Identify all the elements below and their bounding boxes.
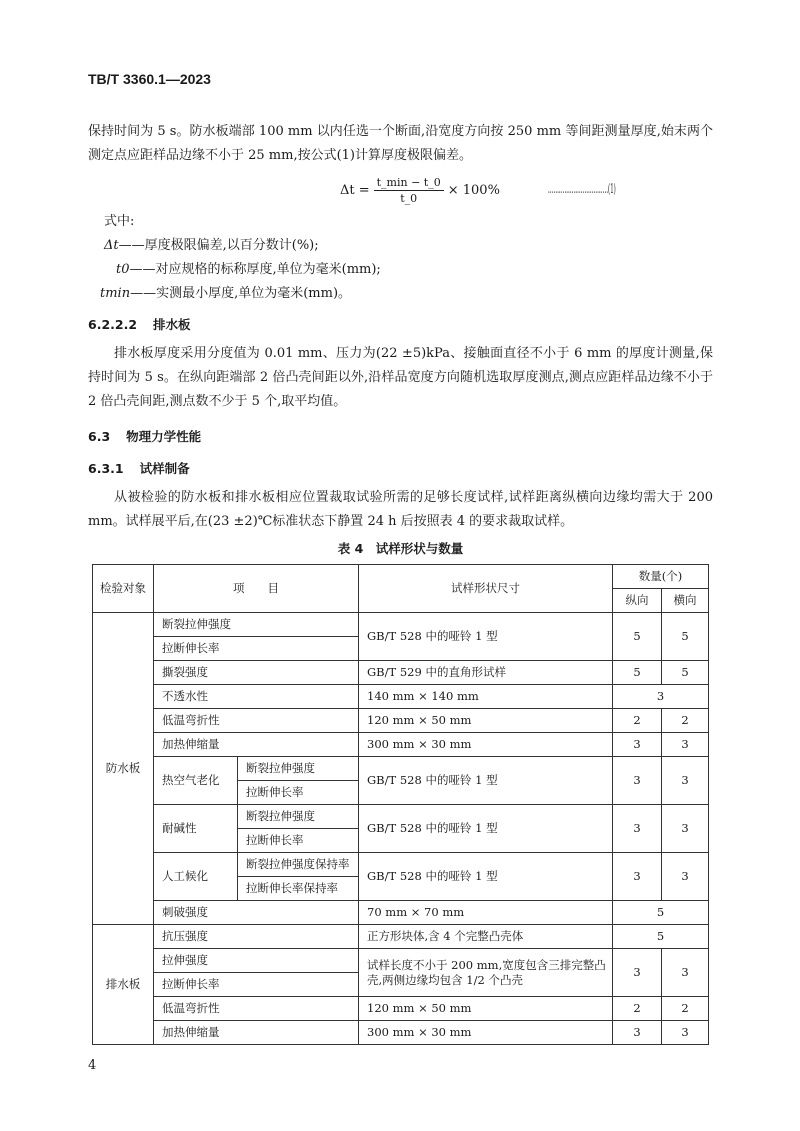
item-cell: 拉断伸长率 <box>238 781 359 805</box>
item-cell: 低温弯折性 <box>154 709 359 733</box>
qty-cell: 2 <box>662 709 709 733</box>
qty-cell: 2 <box>613 997 662 1021</box>
where-block <box>100 210 713 306</box>
table-caption: 表 4 试样形状与数量 <box>337 541 464 556</box>
header-trans: 横向 <box>662 589 709 613</box>
size-cell: 120 mm × 50 mm <box>359 997 613 1021</box>
size-cell: 300 mm × 30 mm <box>359 733 613 757</box>
qty-cell: 2 <box>613 709 662 733</box>
object-drainage: 排水板 <box>93 925 154 1045</box>
table-row <box>93 853 709 877</box>
where-item: tmin——实测最小厚度,单位为毫米(mm)。 <box>100 286 352 301</box>
qty-cell: 3 <box>662 853 709 901</box>
header-long: 纵向 <box>613 589 662 613</box>
size-cell: 300 mm × 30 mm <box>359 1021 613 1045</box>
table-row <box>93 685 709 709</box>
section-heading-6-3: 6.3 物理力学性能 <box>88 429 202 444</box>
where-label: 式中: <box>104 214 135 229</box>
qty-cell: 5 <box>613 661 662 685</box>
item-cell: 拉断伸长率保持率 <box>238 877 359 901</box>
item-cell: 拉断伸长率 <box>154 637 359 661</box>
qty-cell: 3 <box>662 757 709 805</box>
size-cell: GB/T 528 中的哑铃 1 型 <box>359 757 613 805</box>
qty-cell: 5 <box>613 925 709 949</box>
item-cell: 加热伸缩量 <box>154 1021 359 1045</box>
table-row <box>93 925 709 949</box>
item-cell: 拉断伸长率 <box>154 973 359 997</box>
item-cell: 断裂拉伸强度 <box>238 757 359 781</box>
size-cell: 120 mm × 50 mm <box>359 709 613 733</box>
table-row <box>93 661 709 685</box>
paragraph: 排水板厚度采用分度值为 0.01 mm、压力为(22 ±5)kPa、接触面直径不小于 6 mm 的厚度计测量,保持时间为 5 s。在纵向距端部 2 倍凸壳间距以外,沿样品宽度方向随机选取厚度测点,测点应距样品边缘不小于 2 倍凸壳间距,测点数不少于 5 个,取平均值。 <box>88 346 713 409</box>
qty-cell: 3 <box>662 733 709 757</box>
item-cell: 不透水性 <box>154 685 359 709</box>
header-size: 试样形状尺寸 <box>359 565 613 613</box>
header-item: 项 目 <box>154 565 359 613</box>
paragraph: 保持时间为 5 s。防水板端部 100 mm 以内任选一个断面,沿宽度方向按 250 mm 等间距测量厚度,始末两个测定点应距样品边缘不小于 25 mm,按公式(1)计算厚度极限偏差。 <box>88 124 713 163</box>
paragraph: 从被检验的防水板和排水板相应位置裁取试验所需的足够长度试样,试样距离纵横向边缘均需大于 200 mm。试样展平后,在(23 ±2)℃标准状态下静置 24 h 后按照表 4 的要求裁取试样。 <box>88 490 713 529</box>
item-group: 热空气老化 <box>154 757 238 805</box>
table-row <box>93 1021 709 1045</box>
section-heading-6-3-1: 6.3.1 试样制备 <box>88 461 190 476</box>
formula-1 <box>340 172 500 208</box>
qty-cell: 5 <box>662 613 709 661</box>
formula-numerator: t_min − t_0 <box>374 175 444 191</box>
table-row <box>93 757 709 781</box>
qty-cell: 3 <box>613 733 662 757</box>
qty-cell: 5 <box>613 901 709 925</box>
equation-number: ……………………………(1) <box>548 182 616 197</box>
qty-cell: 3 <box>613 805 662 853</box>
where-item: Δt——厚度极限偏差,以百分数计(%); <box>104 238 319 253</box>
size-cell: GB/T 528 中的哑铃 1 型 <box>359 613 613 661</box>
qty-cell: 3 <box>613 949 662 997</box>
document-header: TB/T 3360.1—2023 <box>88 71 211 87</box>
qty-cell: 3 <box>662 805 709 853</box>
table-row <box>93 733 709 757</box>
size-cell: 试样长度不小于 200 mm,宽度包含三排完整凸壳,两侧边缘均包含 1/2 个凸壳 <box>359 949 613 997</box>
size-cell: GB/T 529 中的直角形试样 <box>359 661 613 685</box>
item-cell: 断裂拉伸强度 <box>154 613 359 637</box>
formula-denominator: t_0 <box>400 191 418 205</box>
table-header-row <box>93 565 709 589</box>
qty-cell: 3 <box>662 1021 709 1045</box>
qty-cell: 5 <box>613 613 662 661</box>
header-object: 检验对象 <box>93 565 154 613</box>
object-waterproof: 防水板 <box>93 613 154 925</box>
qty-cell: 3 <box>662 949 709 997</box>
item-cell: 加热伸缩量 <box>154 733 359 757</box>
item-cell: 低温弯折性 <box>154 997 359 1021</box>
qty-cell: 3 <box>613 757 662 805</box>
section-heading-6-2-2-2: 6.2.2.2 排水板 <box>88 317 191 332</box>
qty-cell: 2 <box>662 997 709 1021</box>
item-cell: 抗压强度 <box>154 925 359 949</box>
qty-cell: 3 <box>613 1021 662 1045</box>
formula-times: × 100% <box>447 182 500 198</box>
size-cell: GB/T 528 中的哑铃 1 型 <box>359 853 613 901</box>
item-group: 人工候化 <box>154 853 238 901</box>
item-cell: 断裂拉伸强度 <box>238 805 359 829</box>
table-row <box>93 709 709 733</box>
table-row <box>93 901 709 925</box>
qty-cell: 3 <box>613 685 709 709</box>
item-cell: 刺破强度 <box>154 901 359 925</box>
header-qty: 数量(个) <box>613 565 709 589</box>
table-row <box>93 997 709 1021</box>
table-row <box>93 949 709 973</box>
qty-cell: 3 <box>613 853 662 901</box>
size-cell: GB/T 528 中的哑铃 1 型 <box>359 805 613 853</box>
size-cell: 正方形块体,含 4 个完整凸壳体 <box>359 925 613 949</box>
size-cell: 70 mm × 70 mm <box>359 901 613 925</box>
table-row <box>93 805 709 829</box>
size-cell: 140 mm × 140 mm <box>359 685 613 709</box>
qty-cell: 5 <box>662 661 709 685</box>
page-content <box>88 0 713 1075</box>
item-group: 耐碱性 <box>154 805 238 853</box>
item-cell: 撕裂强度 <box>154 661 359 685</box>
formula-row <box>88 172 713 208</box>
page-number: 4 <box>88 1058 97 1073</box>
specimen-table <box>92 564 709 1045</box>
item-cell: 拉断伸长率 <box>238 829 359 853</box>
item-cell: 断裂拉伸强度保持率 <box>238 853 359 877</box>
where-item: t0——对应规格的标称厚度,单位为毫米(mm); <box>116 262 381 277</box>
table-row <box>93 613 709 637</box>
formula-lhs: Δt = <box>340 182 370 198</box>
item-cell: 拉伸强度 <box>154 949 359 973</box>
